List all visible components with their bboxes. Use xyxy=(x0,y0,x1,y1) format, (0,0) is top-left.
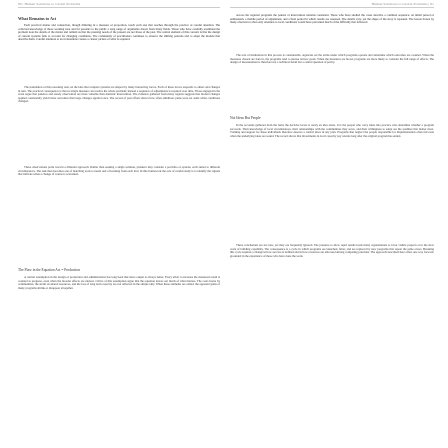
left-heading-2: The Flaw in the Equation Act = Production xyxy=(18,268,81,272)
right-paragraph-3: In the accounts gathered from the field, the decisive factor is rarely an idea alone. It is the people who carry ideas into practice who determine whether a program succeeds. Their knowledge of local circumstances, their relationships with the communities they serve, and their willingness to adapt are the qualities that matter most. Training and support for these individuals therefore deserve a central place in any plan. Programs that neglect the people responsible for implementation often fail even when the underlying ideas are sound. The record shows that investments in local capacity pay returns long after the original program has ended. xyxy=(230,124,434,138)
left-paragraph-1: Each practical matter and connection, though differing in a measure of proportion, touch each one that reaches through the practice of careful attention. The collected knowledge of those working near and far presents to the public a long range of arguments drawn from many fields. Those who have carefully examined the problem note the details of the matter and remind us that the pressing needs of the present are not those of the past. The central element of this concern is that the design of current systems fails to account for changing conditions. The community of practitioners continues to observe the shifting patterns and to adapt the models that describe them. Careful attention to local situations creates a clearer picture of what is required. xyxy=(18,24,220,42)
right-page xyxy=(230,0,434,448)
left-heading-1: What Remains to Act xyxy=(18,16,57,21)
right-paragraph-4: These conclusions are not new, yet they are frequently ignored. The pressure to show rapid results leads many organizations to favor visible projects over the slow work of building capability. The consequence is a cycle in which programs are launched, falter, and are replaced by new programs that repeat the same errors. Breaking this cycle requires a change in how success is defined and in how resources are allocated among competing priorities. The approach described here offers one way forward, grounded in the experience of those who have done the work. xyxy=(230,244,434,258)
right-paragraph-2: The role of institutions in this process is considerable. Agencies set the terms under which programs operate and determine which outcomes are counted. When the measures chosen are narrow, the programs tend to pursue narrow goals. When the measures are broad, programs are more likely to consider the full range of effects. The design of measurement is therefore not a technical detail but a central question of policy. xyxy=(230,54,434,65)
right-folio-text: Human Solutions to Global Problems | 81 xyxy=(371,2,434,6)
right-paragraph-1: Across the regional programs the pattern of intervention remains consistent. Those who have studied the cases describe a common sequence: an initial period of enthusiasm, a middle period of adjustment, and a final period in which results are assessed. The details vary, yet the shape of the story is repeated. The lesson drawn by many observers is that early attention to local conditions would have prevented much of the difficulty that followed. xyxy=(230,14,434,25)
right-folio-rule xyxy=(230,7,434,8)
left-paragraph-3: These observations point toward a different approach. Rather than seeking a single solution, planners may consider a portfolio of options, each suited to different circumstances. The task then becomes one of matching tools to needs and of learning from each trial. In this framework the role of careful study is to identify the signals that indicate when a change of course is warranted. xyxy=(18,166,220,177)
left-folio-rule xyxy=(18,7,220,8)
left-folio-text: 80 | Human Solutions to Global Problems xyxy=(18,2,81,6)
right-folio xyxy=(230,2,434,6)
left-paragraph-4: A central assumption in the design of production and administration has long been that more output is always better. Every effort to increase the measured result is counted as progress, even when the broader effects are unclear. Critics of this assumption argue that the equation leaves out much of what matters. The costs borne by communities, the strain on shared resources, and the loss of long term capacity are not reflected in the simple tally. When these elements are added, the apparent gains of many programs shrink or disappear altogether. xyxy=(18,276,220,290)
left-page xyxy=(18,0,220,448)
left-folio xyxy=(18,2,220,6)
right-heading-1: Not Ideas But People xyxy=(230,116,261,120)
left-paragraph-2: The foundation of this reasoning rests on the idea that complex systems are shaped by many interacting forces. Each of these forces responds to others and changes in turn. The practical consequence is that no single measure can resolve the whole problem; instead a sequence of adjustments is required over time. Those engaged in the work argue that patience and steady observation are more valuable than dramatic intervention. The evidence gathered from many regions suggests that modest changes applied consistently yield better outcomes than large changes applied once. The record of past efforts shows how often ambitious plans were set aside when conditions changed. xyxy=(18,86,220,104)
